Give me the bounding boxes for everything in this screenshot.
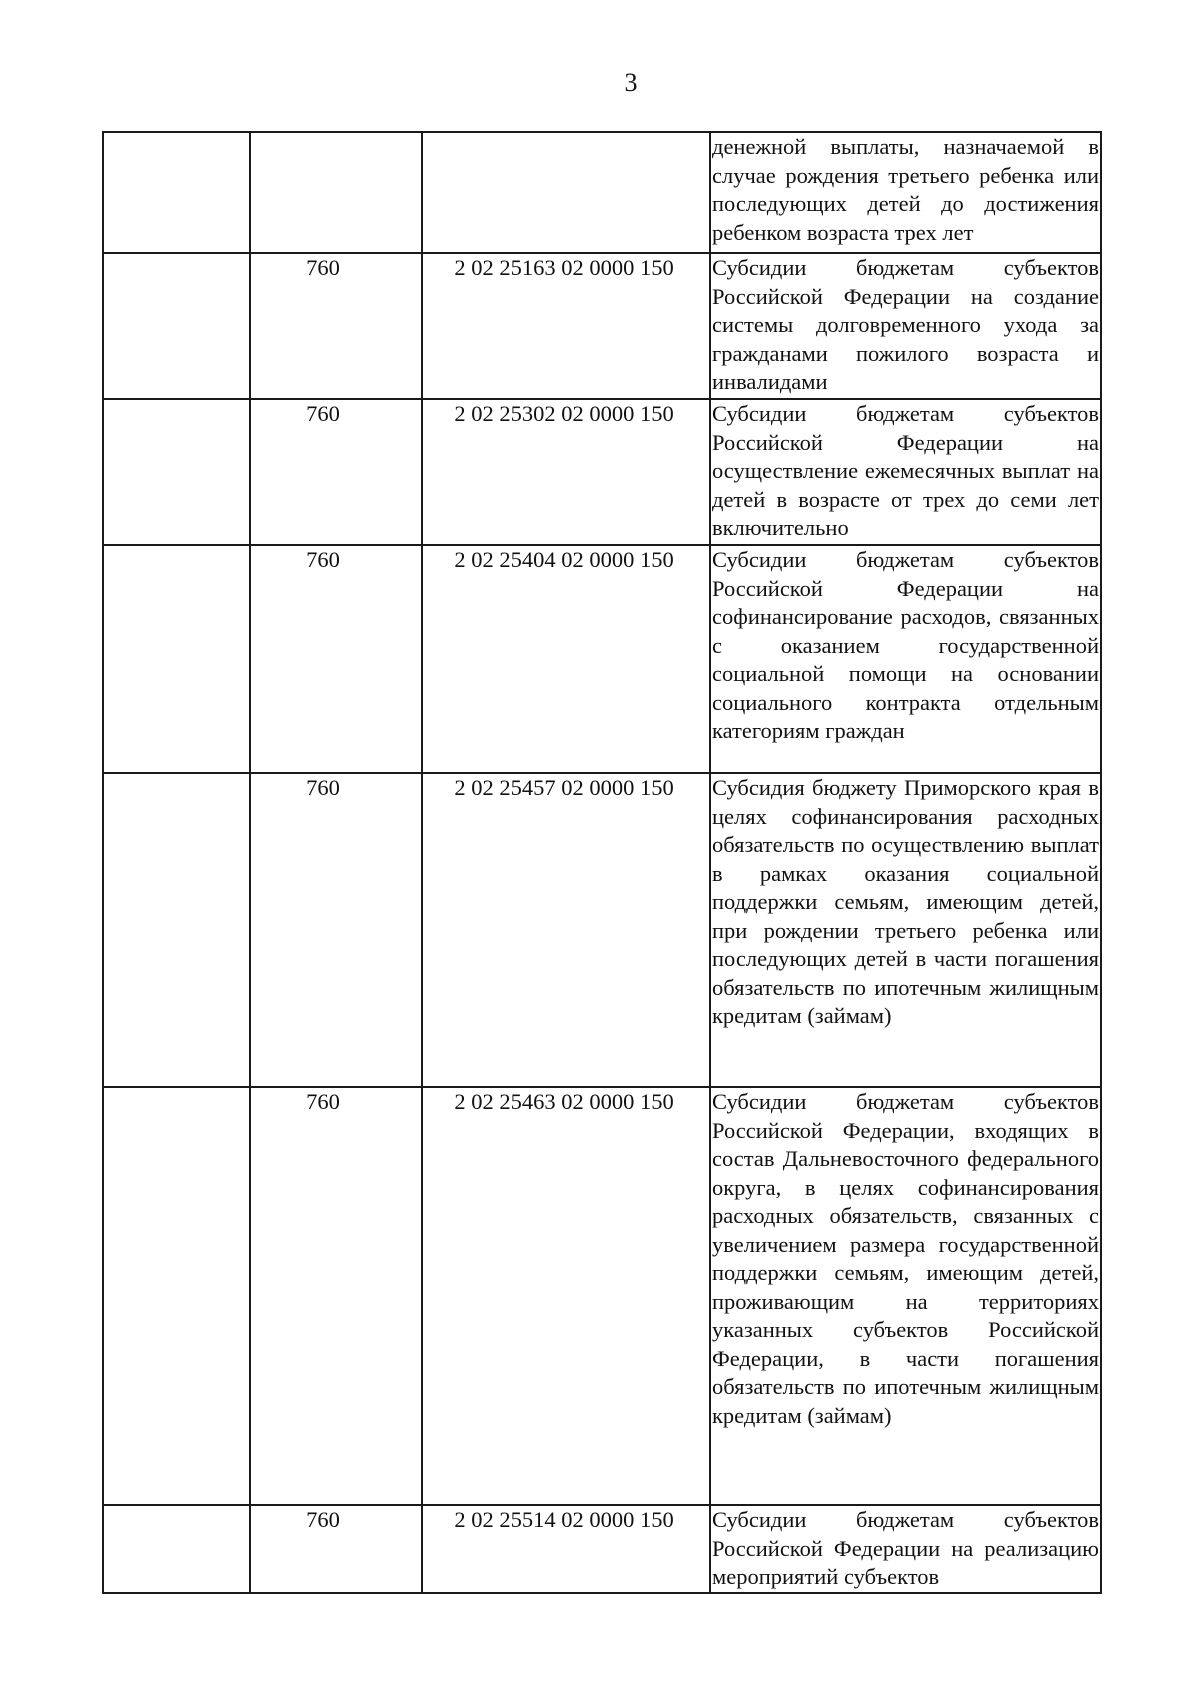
blank-cell [103, 1505, 250, 1593]
description-text: Субсидии бюджетам субъектов Российской Федерации на осуществление ежемесячных выплат на детей в возрасте от трех до семи лет включительно [712, 401, 1099, 540]
budget-revenue-table [102, 131, 1102, 1594]
admin-code-cell: 760 [250, 773, 422, 1087]
blank-cell [103, 253, 250, 399]
description-cell [710, 773, 1101, 1087]
description-cell [710, 132, 1101, 253]
page-number: 3 [624, 68, 638, 97]
budget-code-cell: 2 02 25302 02 0000 150 [422, 399, 710, 545]
description-text: Субсидия бюджету Приморского края в целях софинансирования расходных обязательств по осуществлению выплат в рамках оказания социальной поддержки семьям, имеющим детей, при рождении третьего ребенка или последующих детей в части погашения обязательств по ипотечным жилищным кредитам (займам) [712, 775, 1099, 1028]
description-cell [710, 399, 1101, 545]
description-text: Субсидии бюджетам субъектов Российской Федерации на софинансирование расходов, связанных с оказанием государственной социальной помощи на основании социального контракта отдельным категориям граждан [712, 547, 1099, 743]
table-row [103, 1505, 1101, 1593]
admin-code-cell: 760 [250, 253, 422, 399]
description-text: Субсидии бюджетам субъектов Российской Федерации на реализацию мероприятий субъектов [712, 1507, 1099, 1589]
admin-code-cell: 760 [250, 1087, 422, 1505]
description-cell [710, 253, 1101, 399]
admin-code-cell [250, 132, 422, 253]
table-row [103, 1087, 1101, 1505]
admin-code-cell: 760 [250, 399, 422, 545]
budget-code-cell: 2 02 25463 02 0000 150 [422, 1087, 710, 1505]
description-cell [710, 545, 1101, 773]
blank-cell [103, 1087, 250, 1505]
blank-cell [103, 545, 250, 773]
blank-cell [103, 399, 250, 545]
budget-code-cell: 2 02 25514 02 0000 150 [422, 1505, 710, 1593]
blank-cell [103, 773, 250, 1087]
budget-code-cell [422, 132, 710, 253]
description-cell [710, 1505, 1101, 1593]
table-row [103, 132, 1101, 253]
description-text: Субсидии бюджетам субъектов Российской Федерации на создание системы долговременного ухода за гражданами пожилого возраста и инвалидами [712, 255, 1099, 394]
admin-code-cell: 760 [250, 1505, 422, 1593]
description-text: денежной выплаты, назначаемой в случае рождения третьего ребенка или последующих детей до достижения ребенком возраста трех лет [712, 134, 1099, 245]
table-row [103, 773, 1101, 1087]
budget-code-cell: 2 02 25457 02 0000 150 [422, 773, 710, 1087]
table-row [103, 545, 1101, 773]
budget-code-cell: 2 02 25163 02 0000 150 [422, 253, 710, 399]
blank-cell [103, 132, 250, 253]
budget-code-cell: 2 02 25404 02 0000 150 [422, 545, 710, 773]
description-text: Субсидии бюджетам субъектов Российской Федерации, входящих в состав Дальневосточного федерального округа, в целях софинансирования расходных обязательств, связанных с увеличением размера государственной поддержки семьям, имеющим детей, проживающим на территориях указанных субъектов Российской Федерации, в части погашения обязательств по ипотечным жилищным кредитам (займам) [712, 1089, 1099, 1428]
description-cell [710, 1087, 1101, 1505]
table-row [103, 399, 1101, 545]
admin-code-cell: 760 [250, 545, 422, 773]
table-row [103, 253, 1101, 399]
